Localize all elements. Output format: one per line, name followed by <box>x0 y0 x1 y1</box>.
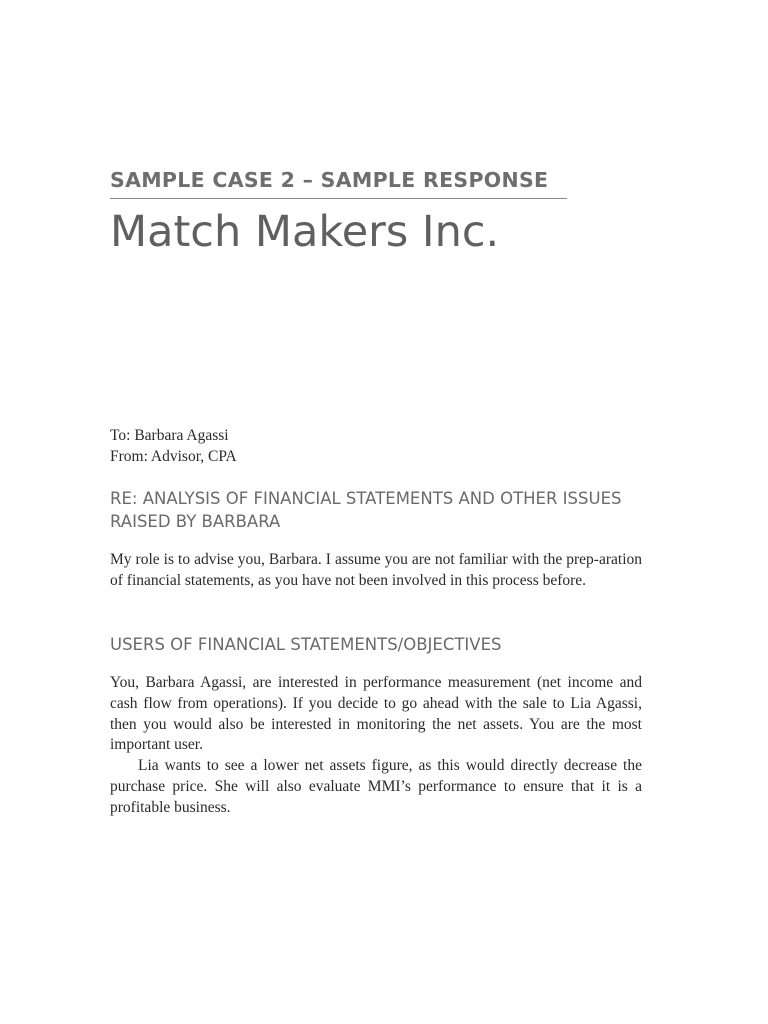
intro-paragraph: My role is to advise you, Barbara. I assume you are not familiar with the prep-aration of financial statements, as you have not been involved in this process before. <box>110 551 642 589</box>
users-paragraph-1: You, Barbara Agassi, are interested in performance measurement (net income and cash flow from operations). If you decide to go ahead with the sale to Lia Agassi, then you would also be interested in monitoring the net assets. You are the most important user. <box>110 674 642 754</box>
document-title: Match Makers Inc. <box>110 207 500 257</box>
case-kicker: SAMPLE CASE 2 – SAMPLE RESPONSE <box>110 168 567 199</box>
memo-block <box>110 425 237 467</box>
memo-to: To: Barbara Agassi <box>110 427 229 444</box>
re-heading: RE: ANALYSIS OF FINANCIAL STATEMENTS AND OTHER ISSUES RAISED BY BARBARA <box>110 489 622 531</box>
memo-from: From: Advisor, CPA <box>110 448 237 465</box>
users-paragraph-2: Lia wants to see a lower net assets figure, as this would directly decrease the purchase price. She will also evaluate MMI’s performance to ensure that it is a profitable business. <box>110 757 642 816</box>
users-heading: USERS OF FINANCIAL STATEMENTS/OBJECTIVES <box>110 635 502 654</box>
